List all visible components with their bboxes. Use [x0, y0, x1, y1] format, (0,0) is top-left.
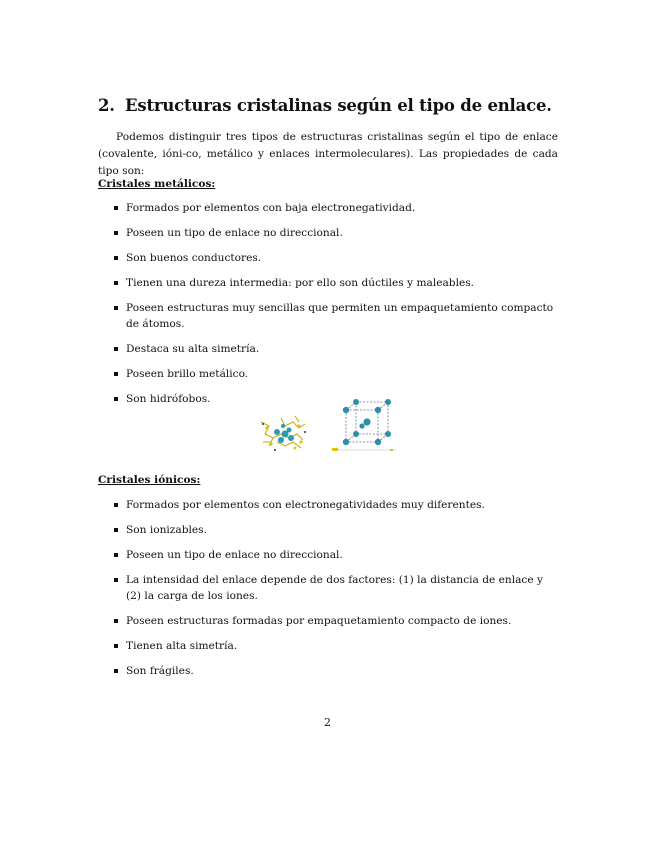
list-item: Destaca su alta simetría. [114, 341, 560, 357]
ionic-properties-list [114, 497, 560, 679]
list-item: Poseen brillo metálico. [114, 366, 560, 382]
ionic-crystals-heading: Cristales iónicos: [98, 474, 201, 486]
metallic-properties-list [114, 200, 560, 407]
bullet-icon [114, 553, 118, 557]
atom-cluster [274, 424, 294, 443]
cubic-lattice-figure [330, 396, 402, 454]
list-item: Poseen estructuras formadas por empaquetamiento compacto de iones. [114, 613, 560, 629]
list-item: Poseen estructuras muy sencillas que permiten un empaquetamiento compacto de átomos. [114, 300, 560, 332]
list-item: Tienen alta simetría. [114, 638, 560, 654]
list-item: Poseen un tipo de enlace no direccional. [114, 547, 560, 563]
bullet-icon [114, 256, 118, 260]
intro-paragraph: Podemos distinguir tres tipos de estructuras cristalinas según el tipo de enlace (covalente, ióni-co, metálico y enlaces intermoleculares). Las propiedades de cada tipo son: [98, 131, 558, 177]
bullet-icon [114, 644, 118, 648]
list-item: Formados por elementos con electronegatividades muy diferentes. [114, 497, 560, 513]
bullet-icon [114, 503, 118, 507]
list-item: La intensidad del enlace depende de dos factores: (1) la distancia de enlace y (2) la carga de los iones. [114, 572, 560, 604]
list-item: Son frágiles. [114, 663, 560, 679]
axis-marker [332, 448, 393, 451]
bullet-icon [114, 306, 118, 310]
list-item: Son buenos conductores. [114, 250, 560, 266]
list-item: Son ionizables. [114, 522, 560, 538]
section-title-text: Estructuras cristalinas según el tipo de enlace. [125, 96, 552, 115]
bullet-icon [114, 528, 118, 532]
bullet-icon [114, 669, 118, 673]
bullet-icon [114, 231, 118, 235]
metallic-crystals-heading: Cristales metálicos: [98, 178, 216, 190]
bullet-icon [114, 372, 118, 376]
section-number: 2. [98, 96, 115, 115]
section-title [98, 96, 552, 115]
list-item: Poseen un tipo de enlace no direccional. [114, 225, 560, 241]
bullet-icon [114, 347, 118, 351]
bullet-icon [114, 206, 118, 210]
list-item: Son hidrófobos. [114, 391, 560, 407]
list-item: Tienen una dureza intermedia: por ello son dúctiles y maleables. [114, 275, 560, 291]
bullet-icon [114, 281, 118, 285]
list-item: Formados por elementos con baja electronegatividad. [114, 200, 560, 216]
page-number: 2 [324, 716, 331, 729]
bullet-icon [114, 578, 118, 582]
bullet-icon [114, 397, 118, 401]
metallic-crystal-figure [255, 412, 315, 454]
bullet-icon [114, 619, 118, 623]
